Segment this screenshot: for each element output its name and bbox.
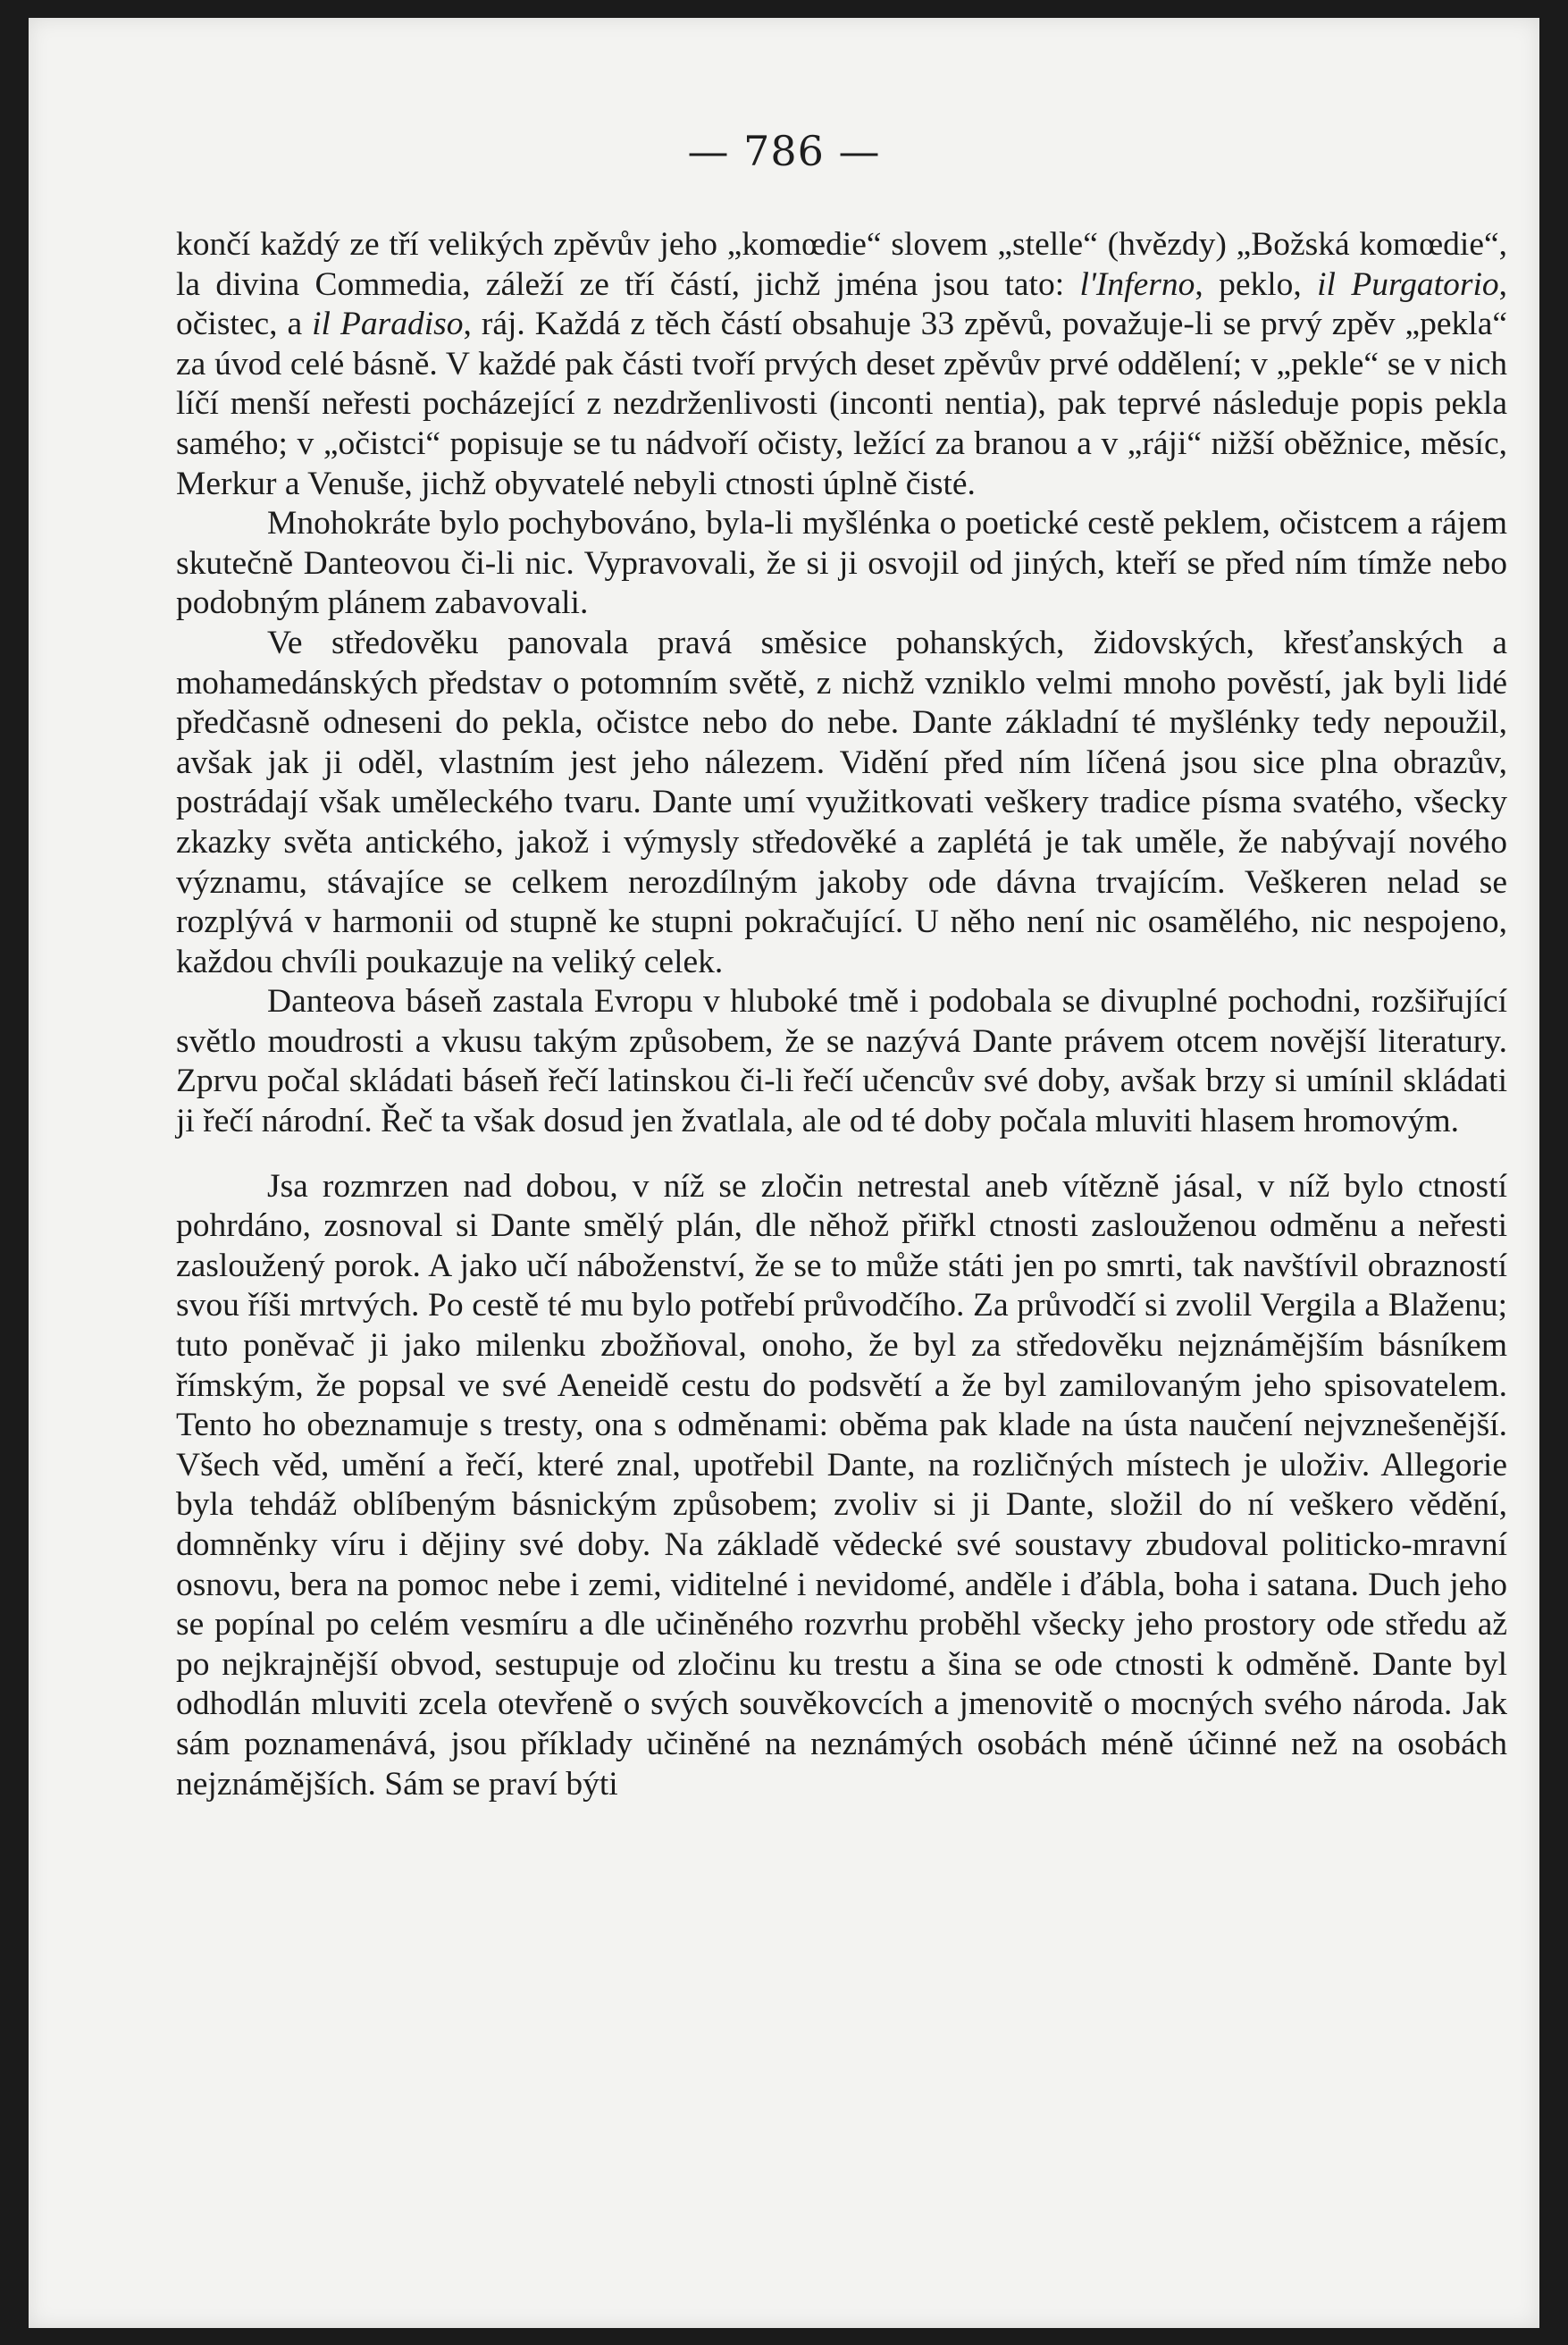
page-number: — 786 — xyxy=(687,127,881,175)
text-segment: , očistec, a xyxy=(176,265,1507,343)
text-segment: , ráj. Každá z těch částí obsahuje 33 zpěvů, považuje-li se prvý zpěv „pekla“ za úvod celé básně. V každé pak části tvoří prvých deset zpěvův prvé oddělení; v „pekle“ se v nich líčí menší neřesti pocházející z nezdrženlivosti (inconti nentia), pak teprvé následuje popis pekla samého; v „očistci“ popisuje se tu nádvoří očisty, ležící za branou a v „ráji“ nižší oběžnice, měsíc, Merkur a Venuše, jichž obyvatelé nebyli ctnosti úplně čisté. xyxy=(176,306,1507,502)
text-segment: Jsa rozmrzen nad dobou, v níž se zločin netrestal aneb vítězně jásal, v níž bylo ctností pohrdáno, zosnoval si Dante smělý plán, dle něhož přiřkl ctnosti zaslouženou odměnu a neřesti zasloužený porok. A jako učí náboženství, že se to může státi jen po smrti, tak navštívil obrazností svou říši mrtvých. Po cestě té mu bylo potřebí průvodčího. Za průvodčí si zvolil Vergila a Blaženu; tuto poněvač ji jako milenku zbožňoval, onoho, že byl za středověku nejznámějším básníkem římským, že popsal ve své Aeneidě cestu do podsvětí a že byl zamilovaným jeho spisovatelem. Tento ho obeznamuje s tresty, ona s odměnami: oběma pak klade na ústa naučení nejvznešenější. Všech věd, umění a řečí, které znal, upotřebil Dante, na rozličných místech je uloživ. Allegorie byla tehdáž oblíbeným básnickým způsobem; zvoliv si ji Dante, složil do ní veškero vědění, domněnky víru i dějiny své doby. Na základě vědecké své soustavy zbudoval politicko-mravní osnovu, bera na pomoc nebe i zemi, viditelné i nevidomé, anděle i ďábla, boha i satana. Duch jeho se popínal po celém vesmíru a dle učiněného rozvrhu proběhl všecky jeho prostory ode středu až po nejkrajnější obvod, sestupuje od zločinu ku trestu a šina se ode ctnosti k odměně. Dante byl odhodlán mluviti zcela otevřeně o svých souvěkovcích a jmenovitě o mocných svého národa. Jak sám poznamenává, jsou příklady učiněné na neznámých osobách méně účinné než na osobách nejznámějších. Sám se praví býti xyxy=(176,1167,1507,1803)
italic-title: l'Inferno xyxy=(1079,265,1195,303)
text-segment: Mnohokráte bylo pochybováno, byla-li myšlénka o poetické cestě peklem, očistcem a rájem skutečně Danteovou či-li nic. Vypravovali, že si ji osvojil od jiných, kteří se před ním tímže nebo podobným plánem zabavovali. xyxy=(176,505,1507,622)
italic-title: il Paradiso xyxy=(312,306,464,343)
paragraph xyxy=(176,504,1507,624)
text-segment: končí každý ze tří velikých zpěvův jeho „komœdie“ slovem „stelle“ (hvězdy) „Božská komœdie“, la divina Commedia, záleží ze tří částí, jichž jména jsou tato: xyxy=(176,226,1507,303)
paragraph xyxy=(176,1167,1507,1805)
paragraph xyxy=(176,624,1507,982)
text-body xyxy=(176,225,1507,1804)
paragraph xyxy=(176,225,1507,504)
book-page xyxy=(29,18,1539,2328)
paragraph xyxy=(176,982,1507,1141)
text-segment: Ve středověku panovala pravá směsice pohanských, židovských, křesťanských a mohamedánských představ o potomním světě, z nichž vzniklo velmi mnoho pověstí, jak byli lidé předčasně odneseni do pekla, očistce nebo do nebe. Dante základní té myšlénky tedy nepoužil, avšak jak ji oděl, vlastním jest jeho nálezem. Vidění před ním líčená jsou sice plna obrazův, postrádají však uměleckého tvaru. Dante umí využitkovati veškery tradice písma svatého, všecky zkazky světa antického, jakož i výmysly středověké a zaplétá je tak uměle, že nabývají nového významu, stávajíce se celkem nerozdílným jakoby ode dávna trvajícím. Veškeren nelad se rozplývá v harmonii od stupně ke stupni pokračující. U něho není nic osamělého, nic nespojeno, každou chvíli poukazuje na veliký celek. xyxy=(176,624,1507,980)
italic-title: il Purgatorio xyxy=(1317,265,1499,303)
text-segment: Danteova báseň zastala Evropu v hluboké tmě i podobala se divuplné pochodni, rozšiřující světlo moudrosti a vkusu takým způsobem, že se nazývá Dante právem otcem novější literatury. Zprvu počal skládati báseň řečí latinskou či-li řečí učencův své doby, avšak brzy si umínil skládati ji řečí národní. Řeč ta však dosud jen žvatlala, ale od té doby počala mluviti hlasem hromovým. xyxy=(176,983,1507,1140)
text-segment: , peklo, xyxy=(1195,265,1318,303)
